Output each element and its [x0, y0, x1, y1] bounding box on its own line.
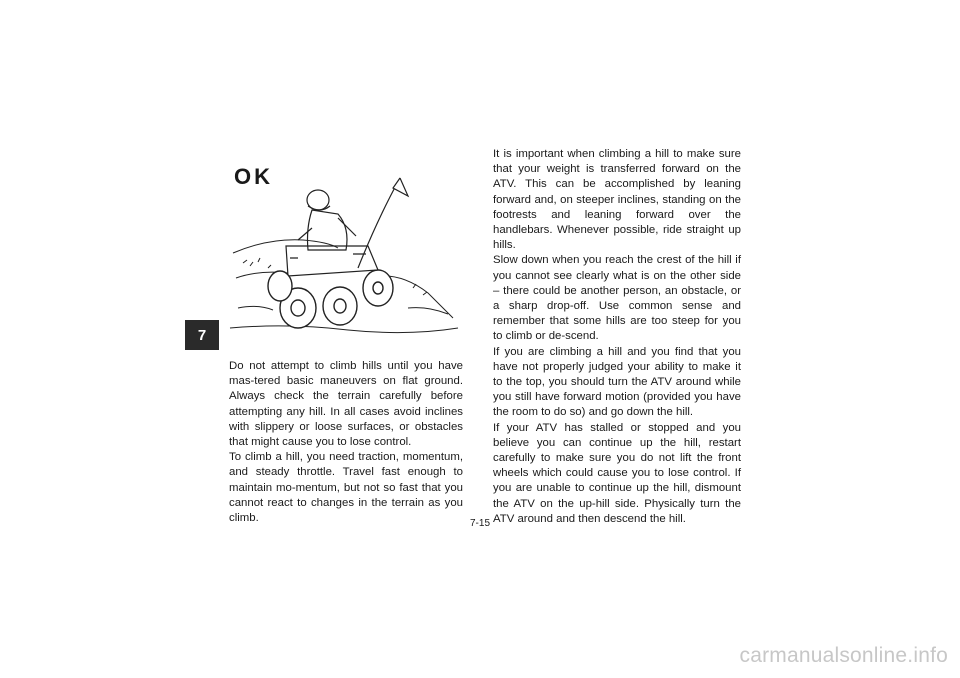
right-text-column — [493, 147, 741, 527]
left-text-column — [229, 359, 463, 526]
atv-hill-climb-illustration — [228, 158, 464, 348]
atv-rider — [286, 190, 378, 276]
page-number: 7-15 — [469, 518, 490, 529]
paragraph: It is important when climbing a hill to make sure that your weight is transferred forward on the ATV. This can be accomplished by leaning forward and, on steeper inclines, standing on the footrests and leaning forward over the handlebars. Whenever possible, ride straight up hills. — [493, 148, 741, 252]
paragraph: If you are climbing a hill and you find that you have not properly judged your ability to make it to the top, you should turn the ATV around while you still have forward motion (provided you have the room to do so) and go down the hill. — [493, 345, 741, 419]
ok-label: OK — [234, 164, 273, 189]
watermark: carmanualsonline.info — [739, 644, 948, 667]
chapter-tab: 7 — [185, 320, 219, 350]
paragraph: Slow down when you reach the crest of the hill if you cannot see clearly what is on the other side – there could be another person, an obstacle, or a sharp drop-off. Use common sense and remember that some hills are too steep for you to climb or de-scend. — [493, 254, 741, 343]
atv-wheels — [268, 270, 393, 328]
paragraph: If your ATV has stalled or stopped and you believe you can continue up the hill, restart carefully to make sure you do not lift the front wheels which could cause you to lose control. If you are unable to continue up the hill, dismount the ATV on the up-hill side. Physically turn the ATV around and then descend the hill. — [493, 421, 741, 525]
paragraph: Do not attempt to climb hills until you have mas-tered basic maneuvers on flat ground. Always check the terrain carefully before attempting any hill. In all cases avoid inclines with slippery or loose surfaces, or obstacles that might cause you to lose control. — [229, 360, 463, 449]
paragraph: To climb a hill, you need traction, momentum, and steady throttle. Travel fast enough to maintain mo-mentum, but not so fast that you cannot react to changes in the terrain as you climb. — [229, 451, 463, 525]
